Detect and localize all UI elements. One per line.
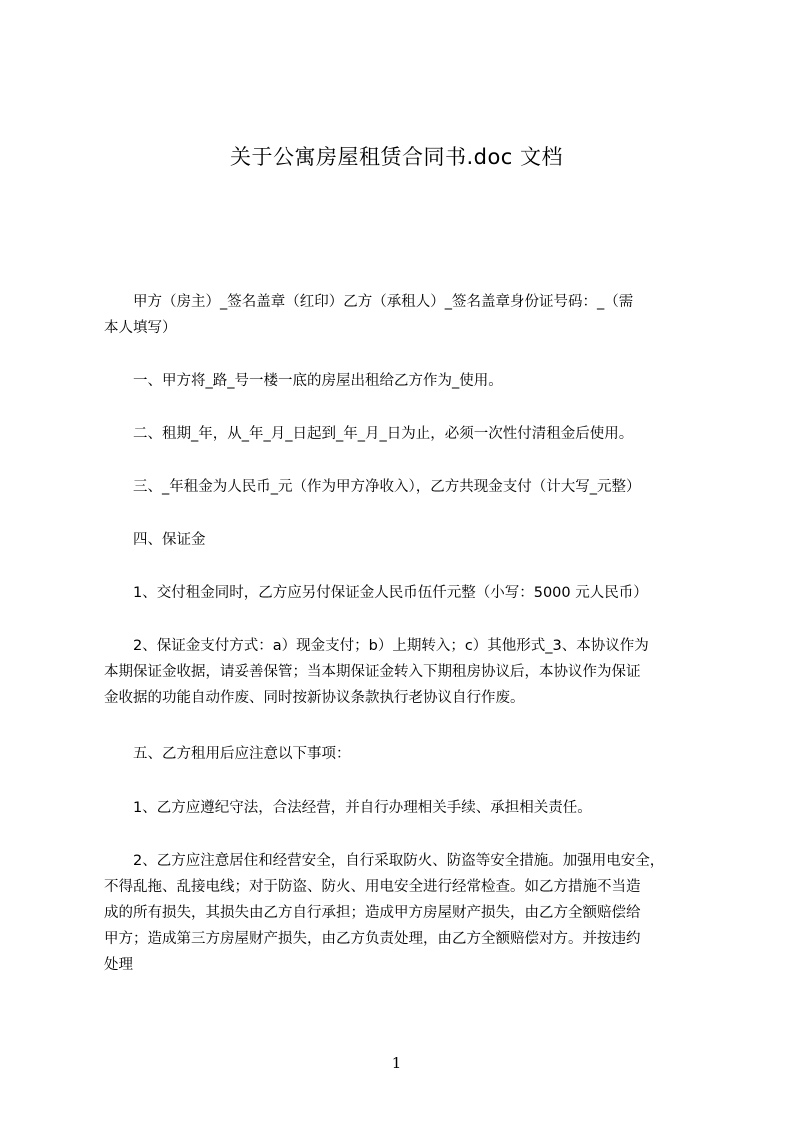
text-line: 二、租期_年，从_年_月_日起到_年_月_日为止，必须一次性付清租金后使用。 — [104, 426, 634, 442]
text-line: 2、乙方应注意居住和经营安全，自行采取防火、防盗等安全措施。加强用电安全， — [104, 853, 665, 869]
clause-1-paragraph — [104, 368, 704, 394]
text-line: 1、乙方应遵纪守法，合法经营，并自行办理相关手续、承担相关责任。 — [104, 800, 592, 816]
text-line: 甲方（房主）_签名盖章（红印）乙方（承租人）_签名盖章身份证号码：_（需 — [104, 294, 634, 310]
text-line: 1、交付租金同时，乙方应另付保证金人民币伍仟元整（小写：5000 元人民币） — [104, 585, 648, 601]
text-line: 五、乙方租用后应注意以下事项： — [104, 746, 351, 762]
text-line: 本期保证金收据，请妥善保管；当本期保证金转入下期租房协议后，本协议作为保证 — [104, 664, 641, 680]
clause-2-paragraph — [104, 421, 704, 447]
text-line: 处理 — [104, 957, 133, 973]
notice-item-1-paragraph — [104, 795, 704, 821]
text-line: 甲方；造成第三方房屋财产损失，由乙方负责处理，由乙方全额赔偿对方。并按违约 — [104, 931, 641, 947]
text-line: 金收据的功能自动作废、同时按新协议条款执行老协议自行作废。 — [104, 690, 525, 706]
text-line: 三、_年租金为人民币_元（作为甲方净收入），乙方共现金支付（计大写_元整） — [104, 479, 641, 495]
clause-3-paragraph — [104, 474, 704, 500]
page-number: 1 — [391, 1054, 402, 1072]
deposit-item-2-paragraph — [104, 633, 704, 711]
notice-item-2-paragraph — [104, 848, 704, 978]
party-info-paragraph — [104, 289, 704, 341]
text-line: 四、保证金 — [104, 532, 206, 548]
text-line: 2、保证金支付方式：a）现金支付；b）上期转入；c）其他形式_3、本协议作为 — [104, 638, 649, 654]
clause-5-heading — [104, 741, 704, 767]
text-line: 成的所有损失，其损失由乙方自行承担；造成甲方房屋财产损失，由乙方全额赔偿给 — [104, 905, 641, 921]
deposit-item-1-paragraph — [104, 580, 704, 606]
text-line: 一、甲方将_路_号一楼一底的房屋出租给乙方作为_使用。 — [104, 373, 503, 389]
text-line: 不得乱拖、乱接电线；对于防盗、防火、用电安全进行经常检查。如乙方措施不当造 — [104, 879, 641, 895]
document-title: 关于公寓房屋租赁合同书.doc 文档 — [229, 145, 564, 169]
text-line: 本人填写） — [104, 320, 177, 336]
clause-4-heading — [104, 527, 704, 553]
